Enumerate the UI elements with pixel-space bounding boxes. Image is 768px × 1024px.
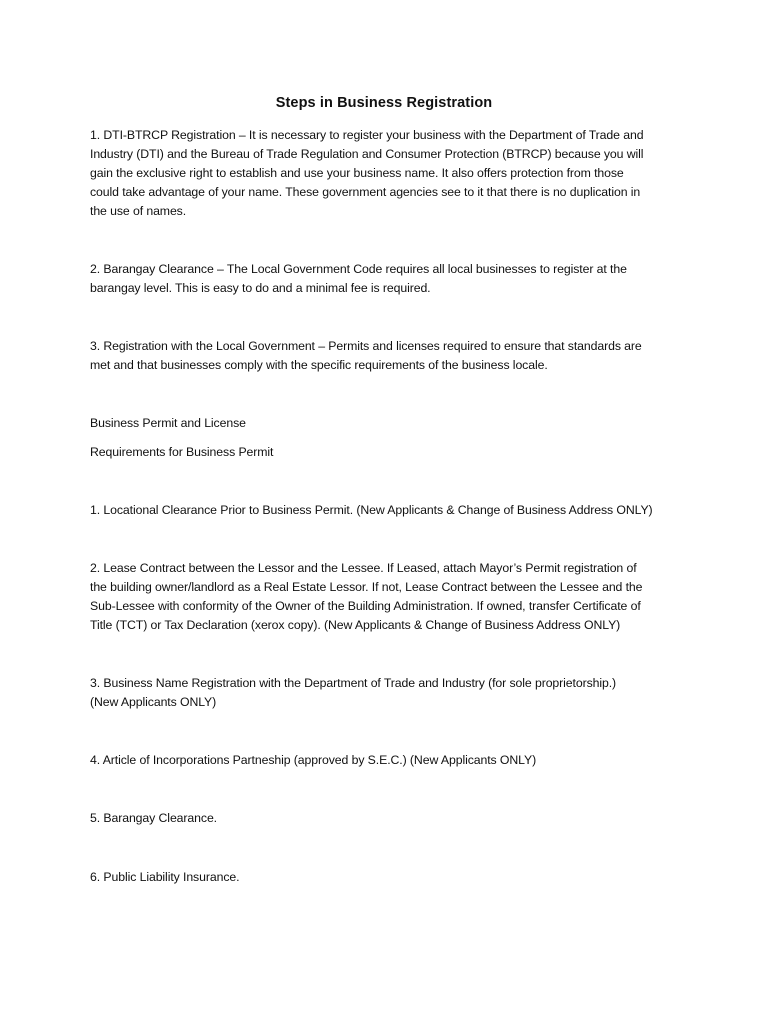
requirement-2-line: Title (TCT) or Tax Declaration (xerox copy). (New Applicants & Change of Business Address ONLY): [90, 618, 621, 632]
subsection-heading: Requirements for Business Permit: [90, 445, 274, 459]
step-1-line: the use of names.: [90, 204, 187, 218]
section-heading: Business Permit and License: [90, 416, 246, 430]
requirement-6-line: 6. Public Liability Insurance.: [90, 870, 240, 884]
step-1-line: gain the exclusive right to establish and use your business name. It also offers protection from those: [90, 166, 624, 180]
step-2-line: 2. Barangay Clearance – The Local Government Code requires all local businesses to register at the: [90, 262, 627, 276]
requirement-5-line: 5. Barangay Clearance.: [90, 811, 217, 825]
step-3-line: met and that businesses comply with the specific requirements of the business locale.: [90, 358, 548, 372]
requirement-3-line: 3. Business Name Registration with the Department of Trade and Industry (for sole proprietorship.): [90, 676, 617, 690]
requirement-2-line: Sub-Lessee with conformity of the Owner of the Building Administration. If owned, transfer Certificate of: [90, 599, 641, 613]
step-1-line: Industry (DTI) and the Bureau of Trade Regulation and Consumer Protection (BTRCP) because you will: [90, 147, 644, 161]
step-1-line: 1. DTI-BTRCP Registration – It is necessary to register your business with the Department of Trade and: [90, 128, 644, 142]
step-1-line: could take advantage of your name. These government agencies see to it that there is no duplication in: [90, 185, 641, 199]
document-title: Steps in Business Registration: [275, 95, 493, 111]
requirement-4-line: 4. Article of Incorporations Partneship (approved by S.E.C.) (New Applicants ONLY): [90, 753, 537, 767]
requirement-2-line: the building owner/landlord as a Real Estate Lessor. If not, Lease Contract between the Lessee and the: [90, 580, 643, 594]
requirement-1-line: 1. Locational Clearance Prior to Business Permit. (New Applicants & Change of Business Address ONLY): [90, 503, 653, 517]
step-2-line: barangay level. This is easy to do and a minimal fee is required.: [90, 281, 431, 295]
step-3-line: 3. Registration with the Local Government – Permits and licenses required to ensure that standards are: [90, 339, 642, 353]
requirement-3-line: (New Applicants ONLY): [90, 695, 217, 709]
requirement-2-line: 2. Lease Contract between the Lessor and the Lessee. If Leased, attach Mayor’s Permit registration of: [90, 561, 637, 575]
